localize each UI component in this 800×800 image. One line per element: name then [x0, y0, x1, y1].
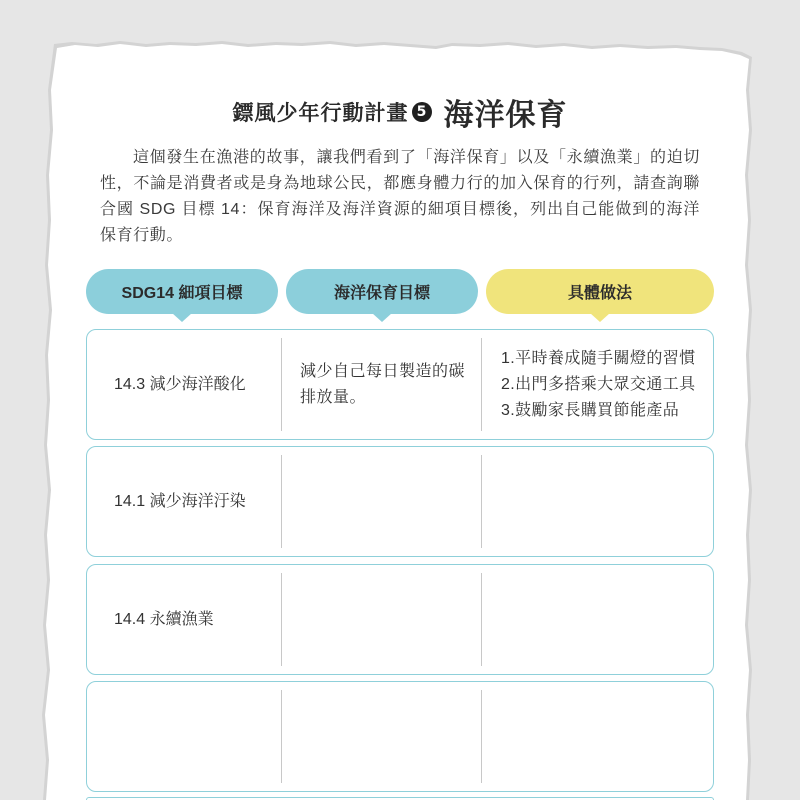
table-row	[86, 564, 714, 675]
target-cell	[87, 565, 282, 674]
actions-cell	[482, 447, 713, 556]
list-item: 3.鼓勵家長購買節能產品	[501, 401, 680, 419]
table-row	[86, 446, 714, 557]
pointer-arrow-icon	[372, 313, 392, 322]
title-topic: 海洋保育	[443, 99, 568, 132]
goal-cell	[282, 330, 482, 439]
goal-cell	[282, 447, 482, 556]
actions-list	[501, 346, 696, 424]
pointer-arrow-icon	[590, 313, 610, 322]
header-sdg14-targets	[86, 269, 278, 314]
table-row	[86, 681, 714, 792]
goal-cell	[282, 682, 482, 791]
title-number-badge: 5	[412, 102, 432, 122]
header-concrete-actions	[486, 269, 714, 314]
actions-cell	[482, 565, 713, 674]
target-text: 14.4 永續漁業	[114, 610, 214, 628]
title-series: 鏢風少年行動計畫	[232, 102, 409, 125]
list-item: 1.平時養成隨手關燈的習慣	[501, 349, 696, 367]
target-cell	[87, 682, 282, 791]
header-label: 具體做法	[567, 285, 632, 302]
goal-text: 減少自己每日製造的碳排放量。	[300, 362, 466, 406]
table-row	[86, 329, 714, 440]
list-item: 2.出門多搭乘大眾交通工具	[501, 375, 696, 393]
pointer-arrow-icon	[172, 313, 192, 322]
header-label: SDG14 細項目標	[121, 285, 243, 302]
header-conservation-goal	[286, 269, 478, 314]
target-text: 14.3 減少海洋酸化	[114, 375, 246, 393]
target-cell	[87, 330, 282, 439]
intro-paragraph: 這個發生在漁港的故事，讓我們看到了「海洋保育」以及「永續漁業」的迫切性，不論是消費者或是身為地球公民，都應身體力行的加入保育的行列，請查詢聯合國 SDG 目標 14：保育海洋及海洋資源的細項目標後，列出自己能做到的海洋保育行動。	[100, 149, 700, 244]
header-label: 海洋保育目標	[333, 285, 430, 302]
goal-cell	[282, 565, 482, 674]
page-title	[0, 90, 800, 134]
actions-cell	[482, 330, 713, 439]
target-text: 14.1 減少海洋汙染	[114, 492, 246, 510]
actions-cell	[482, 682, 713, 791]
target-cell	[87, 447, 282, 556]
